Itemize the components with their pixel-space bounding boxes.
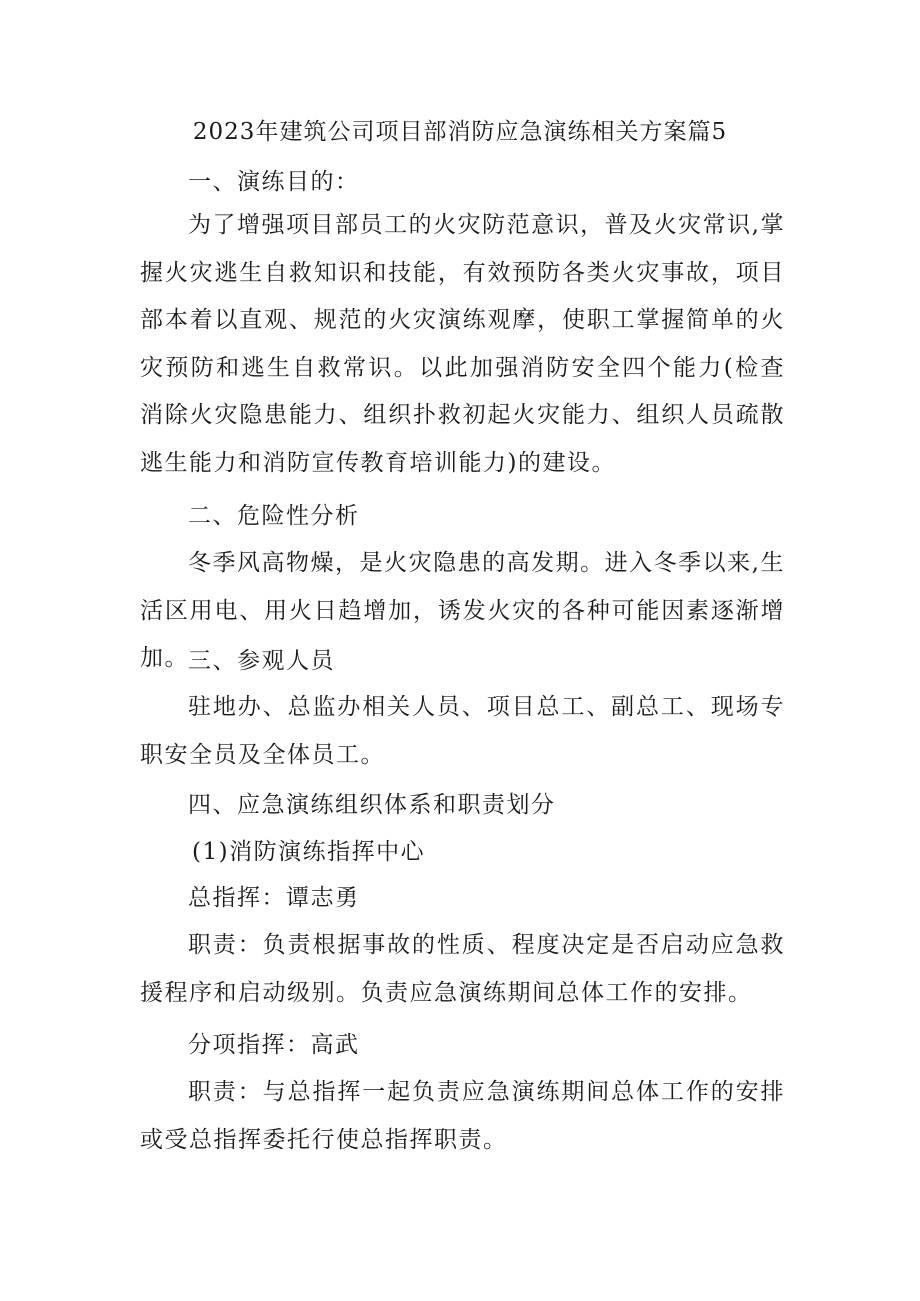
paragraph-risk-analysis: 冬季风高物燥，是火灾隐患的高发期。进入冬季以来,生活区用电、用火日趋增加，诱发火灾的各种可能因素逐渐增加。 — [140, 550, 785, 671]
section-heading-purpose: 一、演练目的： — [188, 169, 360, 195]
section-heading-organization: 四、应急演练组织体系和职责划分 — [188, 792, 556, 818]
paragraph-attendees: 驻地办、总监办相关人员、项目总工、副总工、现场专职安全员及全体员工。 — [140, 694, 785, 768]
paragraph-commander-duty: 职责：负责根据事故的性质、程度决定是否启动应急救援程序和启动级别。负责应急演练期间总体工作的安排。 — [140, 932, 785, 1006]
document-title: 2023年建筑公司项目部消防应急演练相关方案篇5 — [192, 119, 728, 145]
section-heading-attendees: 三、参观人员 — [188, 648, 335, 674]
paragraph-deputy-duty: 职责：与总指挥一起负责应急演练期间总体工作的安排或受总指挥委托行使总指挥职责。 — [140, 1079, 785, 1153]
deputy-commander-line: 分项指挥：高武 — [188, 1032, 360, 1058]
subheading-command-center: (1)消防演练指挥中心 — [192, 839, 426, 865]
section-heading-risk-analysis: 二、危险性分析 — [188, 503, 360, 529]
commander-line: 总指挥：谭志勇 — [188, 885, 360, 911]
paragraph-purpose: 为了增强项目部员工的火灾防范意识，普及火灾常识,掌握火灾逃生自救知识和技能，有效预防各类火灾事故，项目部本着以直观、规范的火灾演练观摩，使职工掌握简单的火灾预防和逃生自救常识。以此加强消防安全四个能力(检查消除火灾隐患能力、组织扑救初起火灾能力、组织人员疏散逃生能力和消防宣传教育培训能力)的建设。 — [140, 212, 785, 476]
